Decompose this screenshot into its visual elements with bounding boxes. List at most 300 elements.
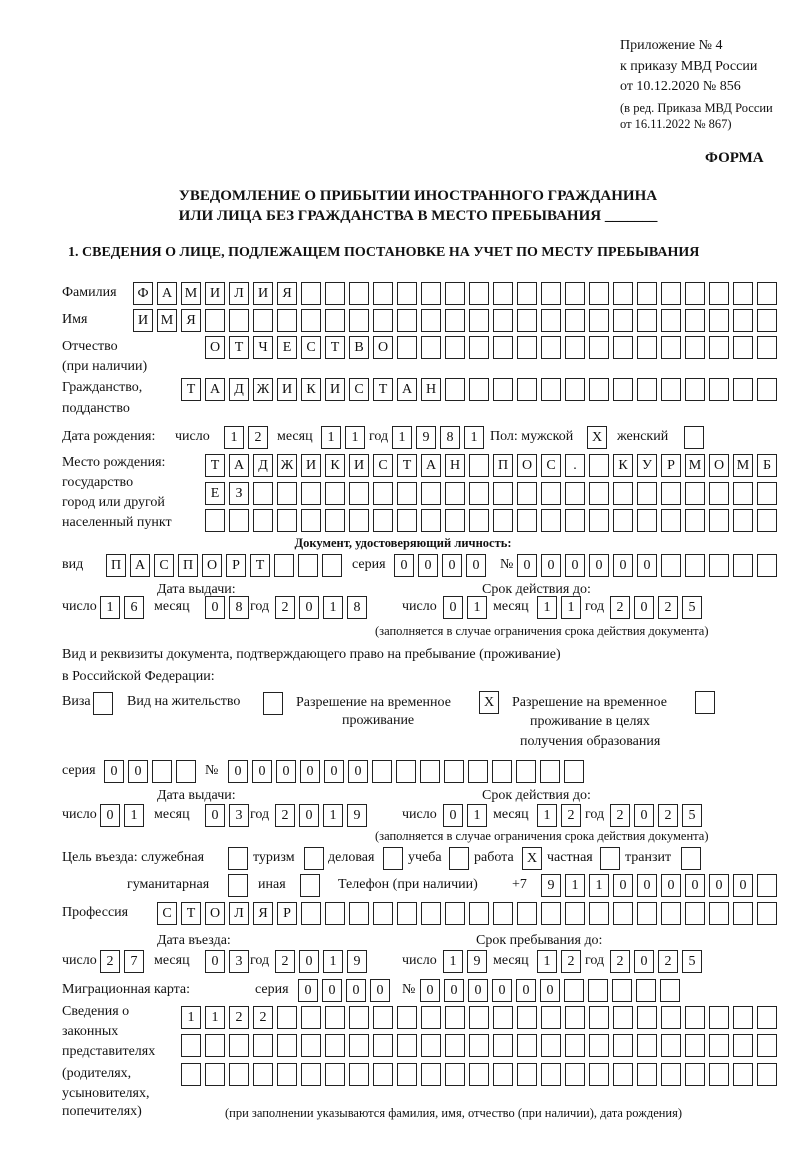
char-cell[interactable]: Т: [229, 336, 249, 359]
char-cell[interactable]: 0: [205, 804, 225, 827]
char-cell[interactable]: [445, 902, 465, 925]
char-cell[interactable]: [733, 282, 753, 305]
char-cell[interactable]: [637, 1063, 657, 1086]
char-cell[interactable]: А: [205, 378, 225, 401]
checkbox-cell[interactable]: X: [522, 847, 542, 870]
char-cell[interactable]: [373, 1006, 393, 1029]
char-cell[interactable]: [565, 1063, 585, 1086]
char-cell[interactable]: [349, 1034, 369, 1057]
char-cell[interactable]: 2: [561, 804, 581, 827]
char-cell[interactable]: Т: [181, 902, 201, 925]
char-cell[interactable]: С: [373, 454, 393, 477]
char-cell[interactable]: [637, 902, 657, 925]
char-cell[interactable]: [637, 309, 657, 332]
char-cell[interactable]: [685, 378, 705, 401]
char-cell[interactable]: [685, 1063, 705, 1086]
char-cell[interactable]: [661, 482, 681, 505]
char-cell[interactable]: [397, 1006, 417, 1029]
char-cell[interactable]: [301, 1006, 321, 1029]
char-cell[interactable]: 1: [467, 804, 487, 827]
char-cell[interactable]: [565, 1034, 585, 1057]
char-cell[interactable]: [757, 378, 777, 401]
char-cell[interactable]: К: [613, 454, 633, 477]
char-cell[interactable]: [637, 336, 657, 359]
char-cell[interactable]: [493, 336, 513, 359]
char-cell[interactable]: [685, 554, 705, 577]
char-cell[interactable]: [301, 902, 321, 925]
char-cell[interactable]: [709, 1034, 729, 1057]
char-cell[interactable]: [469, 309, 489, 332]
char-cell[interactable]: 2: [610, 804, 630, 827]
char-cell[interactable]: [517, 336, 537, 359]
char-cell[interactable]: [277, 1006, 297, 1029]
checkbox-cell[interactable]: [304, 847, 324, 870]
char-cell[interactable]: 8: [440, 426, 460, 449]
char-cell[interactable]: [445, 336, 465, 359]
char-cell[interactable]: 1: [321, 426, 341, 449]
char-cell[interactable]: [325, 509, 345, 532]
char-cell[interactable]: [445, 1006, 465, 1029]
char-cell[interactable]: [733, 1034, 753, 1057]
char-cell[interactable]: [517, 509, 537, 532]
char-cell[interactable]: [613, 1034, 633, 1057]
char-cell[interactable]: [397, 902, 417, 925]
char-cell[interactable]: [493, 1034, 513, 1057]
char-cell[interactable]: [421, 309, 441, 332]
char-cell[interactable]: [517, 282, 537, 305]
char-cell[interactable]: [589, 309, 609, 332]
char-cell[interactable]: 0: [418, 554, 438, 577]
char-cell[interactable]: 0: [205, 596, 225, 619]
char-cell[interactable]: [613, 902, 633, 925]
char-cell[interactable]: [709, 554, 729, 577]
char-cell[interactable]: 1: [205, 1006, 225, 1029]
char-cell[interactable]: [373, 282, 393, 305]
char-cell[interactable]: [733, 482, 753, 505]
char-cell[interactable]: Т: [205, 454, 225, 477]
char-cell[interactable]: [565, 378, 585, 401]
char-cell[interactable]: [325, 309, 345, 332]
char-cell[interactable]: [660, 979, 680, 1002]
char-cell[interactable]: 1: [464, 426, 484, 449]
char-cell[interactable]: [229, 509, 249, 532]
char-cell[interactable]: [636, 979, 656, 1002]
char-cell[interactable]: [709, 1063, 729, 1086]
char-cell[interactable]: 0: [299, 950, 319, 973]
char-cell[interactable]: 1: [537, 804, 557, 827]
char-cell[interactable]: [301, 309, 321, 332]
char-cell[interactable]: [589, 902, 609, 925]
char-cell[interactable]: 0: [634, 950, 654, 973]
char-cell[interactable]: 2: [275, 950, 295, 973]
char-cell[interactable]: [565, 482, 585, 505]
char-cell[interactable]: К: [325, 454, 345, 477]
char-cell[interactable]: 0: [324, 760, 344, 783]
char-cell[interactable]: 0: [613, 554, 633, 577]
char-cell[interactable]: [661, 282, 681, 305]
char-cell[interactable]: [613, 482, 633, 505]
char-cell[interactable]: [445, 309, 465, 332]
char-cell[interactable]: [445, 1063, 465, 1086]
char-cell[interactable]: [445, 1034, 465, 1057]
char-cell[interactable]: У: [637, 454, 657, 477]
char-cell[interactable]: [733, 554, 753, 577]
char-cell[interactable]: 2: [610, 596, 630, 619]
char-cell[interactable]: Р: [277, 902, 297, 925]
char-cell[interactable]: [152, 760, 172, 783]
char-cell[interactable]: П: [106, 554, 126, 577]
char-cell[interactable]: [685, 282, 705, 305]
char-cell[interactable]: 1: [589, 874, 609, 897]
char-cell[interactable]: 8: [229, 596, 249, 619]
char-cell[interactable]: Д: [253, 454, 273, 477]
char-cell[interactable]: [661, 1063, 681, 1086]
char-cell[interactable]: [733, 902, 753, 925]
char-cell[interactable]: [757, 482, 777, 505]
char-cell[interactable]: [733, 1063, 753, 1086]
char-cell[interactable]: [541, 902, 561, 925]
char-cell[interactable]: Ч: [253, 336, 273, 359]
char-cell[interactable]: 1: [345, 426, 365, 449]
char-cell[interactable]: [373, 1034, 393, 1057]
char-cell[interactable]: [613, 509, 633, 532]
char-cell[interactable]: 1: [537, 950, 557, 973]
char-cell[interactable]: [685, 482, 705, 505]
char-cell[interactable]: [493, 1063, 513, 1086]
checkbox-cell[interactable]: [681, 847, 701, 870]
char-cell[interactable]: 0: [443, 804, 463, 827]
char-cell[interactable]: [469, 902, 489, 925]
char-cell[interactable]: [517, 902, 537, 925]
char-cell[interactable]: С: [301, 336, 321, 359]
char-cell[interactable]: 0: [420, 979, 440, 1002]
char-cell[interactable]: [589, 1006, 609, 1029]
char-cell[interactable]: [469, 454, 489, 477]
char-cell[interactable]: [589, 454, 609, 477]
char-cell[interactable]: [253, 482, 273, 505]
char-cell[interactable]: [253, 1034, 273, 1057]
char-cell[interactable]: 2: [561, 950, 581, 973]
char-cell[interactable]: [541, 1006, 561, 1029]
char-cell[interactable]: А: [397, 378, 417, 401]
char-cell[interactable]: В: [349, 336, 369, 359]
char-cell[interactable]: [565, 309, 585, 332]
char-cell[interactable]: [589, 282, 609, 305]
char-cell[interactable]: [565, 282, 585, 305]
char-cell[interactable]: 0: [540, 979, 560, 1002]
char-cell[interactable]: 1: [323, 596, 343, 619]
char-cell[interactable]: [349, 282, 369, 305]
char-cell[interactable]: [301, 1063, 321, 1086]
char-cell[interactable]: 2: [658, 804, 678, 827]
char-cell[interactable]: 0: [300, 760, 320, 783]
char-cell[interactable]: Р: [226, 554, 246, 577]
char-cell[interactable]: [493, 282, 513, 305]
char-cell[interactable]: [469, 482, 489, 505]
char-cell[interactable]: [325, 1063, 345, 1086]
char-cell[interactable]: [493, 378, 513, 401]
char-cell[interactable]: [541, 282, 561, 305]
char-cell[interactable]: О: [202, 554, 222, 577]
char-cell[interactable]: [277, 1034, 297, 1057]
char-cell[interactable]: [421, 1063, 441, 1086]
checkbox-cell[interactable]: [600, 847, 620, 870]
char-cell[interactable]: [589, 482, 609, 505]
char-cell[interactable]: [469, 1006, 489, 1029]
char-cell[interactable]: 1: [323, 950, 343, 973]
char-cell[interactable]: [397, 509, 417, 532]
char-cell[interactable]: 0: [541, 554, 561, 577]
char-cell[interactable]: [373, 309, 393, 332]
char-cell[interactable]: [709, 1006, 729, 1029]
char-cell[interactable]: 0: [613, 874, 633, 897]
char-cell[interactable]: 1: [181, 1006, 201, 1029]
char-cell[interactable]: [517, 378, 537, 401]
char-cell[interactable]: 5: [682, 596, 702, 619]
char-cell[interactable]: [205, 1063, 225, 1086]
char-cell[interactable]: 0: [444, 979, 464, 1002]
checkbox-cell[interactable]: [449, 847, 469, 870]
char-cell[interactable]: [637, 1034, 657, 1057]
char-cell[interactable]: [757, 336, 777, 359]
char-cell[interactable]: 0: [298, 979, 318, 1002]
char-cell[interactable]: [469, 509, 489, 532]
char-cell[interactable]: [421, 1034, 441, 1057]
char-cell[interactable]: 0: [100, 804, 120, 827]
char-cell[interactable]: [661, 378, 681, 401]
char-cell[interactable]: [469, 378, 489, 401]
char-cell[interactable]: И: [277, 378, 297, 401]
char-cell[interactable]: [493, 902, 513, 925]
char-cell[interactable]: [253, 309, 273, 332]
char-cell[interactable]: [373, 1063, 393, 1086]
char-cell[interactable]: [757, 282, 777, 305]
char-cell[interactable]: [565, 509, 585, 532]
char-cell[interactable]: [301, 509, 321, 532]
char-cell[interactable]: 0: [370, 979, 390, 1002]
char-cell[interactable]: [709, 509, 729, 532]
char-cell[interactable]: [325, 902, 345, 925]
char-cell[interactable]: [685, 309, 705, 332]
char-cell[interactable]: [637, 1006, 657, 1029]
char-cell[interactable]: С: [157, 902, 177, 925]
char-cell[interactable]: [541, 509, 561, 532]
char-cell[interactable]: [421, 282, 441, 305]
char-cell[interactable]: Ж: [253, 378, 273, 401]
char-cell[interactable]: [322, 554, 342, 577]
char-cell[interactable]: Б: [757, 454, 777, 477]
char-cell[interactable]: [541, 482, 561, 505]
char-cell[interactable]: 0: [299, 596, 319, 619]
char-cell[interactable]: А: [421, 454, 441, 477]
char-cell[interactable]: [613, 1063, 633, 1086]
char-cell[interactable]: Т: [397, 454, 417, 477]
char-cell[interactable]: 1: [323, 804, 343, 827]
char-cell[interactable]: Н: [421, 378, 441, 401]
char-cell[interactable]: [757, 1063, 777, 1086]
char-cell[interactable]: 0: [466, 554, 486, 577]
char-cell[interactable]: [469, 1034, 489, 1057]
char-cell[interactable]: [397, 282, 417, 305]
char-cell[interactable]: [709, 902, 729, 925]
char-cell[interactable]: Т: [181, 378, 201, 401]
char-cell[interactable]: 7: [124, 950, 144, 973]
char-cell[interactable]: 0: [709, 874, 729, 897]
char-cell[interactable]: [469, 1063, 489, 1086]
char-cell[interactable]: [298, 554, 318, 577]
char-cell[interactable]: 1: [224, 426, 244, 449]
char-cell[interactable]: [661, 1006, 681, 1029]
char-cell[interactable]: 2: [275, 804, 295, 827]
char-cell[interactable]: И: [205, 282, 225, 305]
char-cell[interactable]: 5: [682, 950, 702, 973]
char-cell[interactable]: 2: [253, 1006, 273, 1029]
char-cell[interactable]: Е: [277, 336, 297, 359]
char-cell[interactable]: [517, 482, 537, 505]
char-cell[interactable]: [176, 760, 196, 783]
char-cell[interactable]: [661, 309, 681, 332]
char-cell[interactable]: [349, 509, 369, 532]
char-cell[interactable]: [564, 979, 584, 1002]
checkbox-cell[interactable]: [300, 874, 320, 897]
char-cell[interactable]: [541, 309, 561, 332]
char-cell[interactable]: [541, 1063, 561, 1086]
char-cell[interactable]: [540, 760, 560, 783]
char-cell[interactable]: 0: [516, 979, 536, 1002]
char-cell[interactable]: [757, 309, 777, 332]
checkbox-cell[interactable]: [93, 692, 113, 715]
char-cell[interactable]: [637, 378, 657, 401]
char-cell[interactable]: Л: [229, 902, 249, 925]
char-cell[interactable]: [421, 902, 441, 925]
char-cell[interactable]: [589, 378, 609, 401]
char-cell[interactable]: [517, 1034, 537, 1057]
char-cell[interactable]: 1: [124, 804, 144, 827]
char-cell[interactable]: [421, 509, 441, 532]
char-cell[interactable]: 0: [661, 874, 681, 897]
char-cell[interactable]: 6: [124, 596, 144, 619]
char-cell[interactable]: И: [349, 454, 369, 477]
char-cell[interactable]: [469, 282, 489, 305]
char-cell[interactable]: 0: [492, 979, 512, 1002]
char-cell[interactable]: 2: [658, 596, 678, 619]
char-cell[interactable]: [685, 1034, 705, 1057]
char-cell[interactable]: Я: [181, 309, 201, 332]
char-cell[interactable]: С: [541, 454, 561, 477]
char-cell[interactable]: [205, 509, 225, 532]
char-cell[interactable]: 0: [322, 979, 342, 1002]
char-cell[interactable]: [517, 1063, 537, 1086]
char-cell[interactable]: О: [205, 902, 225, 925]
char-cell[interactable]: 0: [634, 596, 654, 619]
char-cell[interactable]: Я: [277, 282, 297, 305]
char-cell[interactable]: [277, 509, 297, 532]
char-cell[interactable]: 1: [100, 596, 120, 619]
char-cell[interactable]: 1: [467, 596, 487, 619]
char-cell[interactable]: М: [157, 309, 177, 332]
char-cell[interactable]: [372, 760, 392, 783]
char-cell[interactable]: [349, 902, 369, 925]
char-cell[interactable]: [709, 482, 729, 505]
char-cell[interactable]: [277, 482, 297, 505]
char-cell[interactable]: И: [301, 454, 321, 477]
char-cell[interactable]: О: [373, 336, 393, 359]
char-cell[interactable]: 0: [394, 554, 414, 577]
char-cell[interactable]: [613, 282, 633, 305]
char-cell[interactable]: 3: [229, 950, 249, 973]
char-cell[interactable]: [733, 336, 753, 359]
char-cell[interactable]: [564, 760, 584, 783]
char-cell[interactable]: И: [133, 309, 153, 332]
char-cell[interactable]: [541, 336, 561, 359]
char-cell[interactable]: 2: [229, 1006, 249, 1029]
char-cell[interactable]: 0: [685, 874, 705, 897]
char-cell[interactable]: [589, 1063, 609, 1086]
char-cell[interactable]: [517, 309, 537, 332]
char-cell[interactable]: [757, 1006, 777, 1029]
char-cell[interactable]: [397, 336, 417, 359]
char-cell[interactable]: [205, 309, 225, 332]
char-cell[interactable]: [661, 1034, 681, 1057]
char-cell[interactable]: 0: [276, 760, 296, 783]
char-cell[interactable]: [229, 1034, 249, 1057]
checkbox-cell[interactable]: X: [587, 426, 607, 449]
char-cell[interactable]: [757, 509, 777, 532]
char-cell[interactable]: [613, 378, 633, 401]
char-cell[interactable]: Р: [661, 454, 681, 477]
char-cell[interactable]: [349, 1063, 369, 1086]
char-cell[interactable]: 0: [634, 804, 654, 827]
char-cell[interactable]: 0: [346, 979, 366, 1002]
char-cell[interactable]: [253, 1063, 273, 1086]
char-cell[interactable]: 0: [637, 554, 657, 577]
char-cell[interactable]: 2: [658, 950, 678, 973]
char-cell[interactable]: И: [325, 378, 345, 401]
char-cell[interactable]: П: [493, 454, 513, 477]
char-cell[interactable]: [709, 309, 729, 332]
char-cell[interactable]: 5: [682, 804, 702, 827]
char-cell[interactable]: П: [178, 554, 198, 577]
char-cell[interactable]: [445, 282, 465, 305]
char-cell[interactable]: З: [229, 482, 249, 505]
char-cell[interactable]: 0: [589, 554, 609, 577]
char-cell[interactable]: 0: [637, 874, 657, 897]
char-cell[interactable]: [709, 282, 729, 305]
char-cell[interactable]: [661, 336, 681, 359]
char-cell[interactable]: [325, 282, 345, 305]
char-cell[interactable]: 0: [252, 760, 272, 783]
char-cell[interactable]: 0: [128, 760, 148, 783]
char-cell[interactable]: 2: [610, 950, 630, 973]
char-cell[interactable]: [301, 282, 321, 305]
char-cell[interactable]: [757, 902, 777, 925]
char-cell[interactable]: [277, 1063, 297, 1086]
char-cell[interactable]: Ф: [133, 282, 153, 305]
char-cell[interactable]: [373, 482, 393, 505]
char-cell[interactable]: М: [685, 454, 705, 477]
char-cell[interactable]: 1: [561, 596, 581, 619]
char-cell[interactable]: 0: [104, 760, 124, 783]
char-cell[interactable]: [613, 1006, 633, 1029]
char-cell[interactable]: [420, 760, 440, 783]
char-cell[interactable]: [517, 1006, 537, 1029]
char-cell[interactable]: [757, 554, 777, 577]
char-cell[interactable]: 0: [348, 760, 368, 783]
char-cell[interactable]: [349, 1006, 369, 1029]
char-cell[interactable]: [301, 1034, 321, 1057]
char-cell[interactable]: М: [181, 282, 201, 305]
char-cell[interactable]: [685, 902, 705, 925]
